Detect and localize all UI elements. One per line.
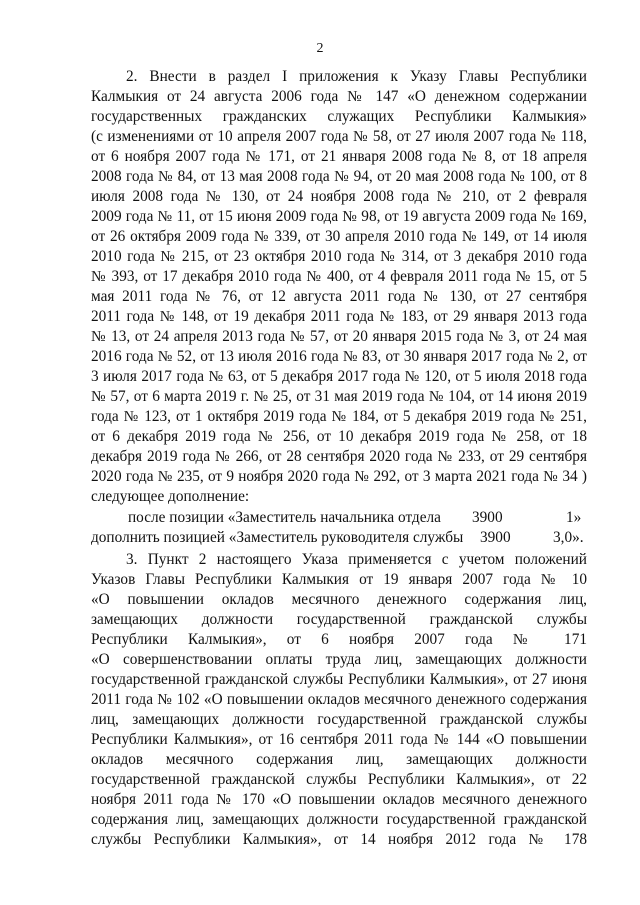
- paragraph-2-line: июля 2008 года № 130, от 24 ноября 2008 года № 210, от 2 февраля: [91, 188, 587, 205]
- paragraph-2-line: от 6 декабря 2019 года № 256, от 10 декабря 2019 года № 258, от 18: [91, 428, 587, 445]
- paragraph-2-line: государственных гражданских служащих Республики Калмыкия»: [91, 108, 587, 125]
- paragraph-2-line: декабря 2019 года № 266, от 28 сентября 2020 года № 233, от 29 сентября: [91, 448, 587, 465]
- paragraph-3-line: «О повышении окладов месячного денежного содержания лиц,: [91, 591, 587, 608]
- position-add-salary: 3900: [480, 529, 511, 546]
- paragraph-2-line: № 13, от 24 апреля 2013 года № 57, от 20 января 2015 года № 3, от 24 мая: [91, 328, 587, 345]
- paragraph-2-line: от 26 октября 2009 года № 339, от 30 апреля 2010 года № 149, от 14 июля: [91, 228, 587, 245]
- position-add-coefficient: 3,0».: [553, 529, 584, 546]
- paragraph-2-line: от 6 ноября 2007 года № 171, от 21 января 2008 года № 8, от 18 апреля: [91, 148, 587, 165]
- paragraph-2-line: 2016 года № 52, от 13 июля 2016 года № 83, от 30 января 2017 года № 2, от: [91, 348, 587, 365]
- paragraph-3-line: государственной гражданской службы Республики Калмыкия», от 22: [91, 771, 587, 788]
- paragraph-2-line: 2010 года № 215, от 23 октября 2010 года № 314, от 3 декабря 2010 года: [91, 248, 587, 265]
- paragraph-3-line: государственной гражданской службы Республики Калмыкия», от 27 июня: [91, 671, 587, 688]
- paragraph-2-line: 2011 года № 148, от 19 декабря 2011 года № 183, от 29 января 2013 года: [91, 308, 587, 325]
- paragraph-3-line: замещающих должности государственной гражданской службы: [91, 611, 587, 628]
- position-after-text: после позиции «Заместитель начальника отдела: [128, 509, 441, 526]
- paragraph-3-line: «О совершенствовании оплаты труда лиц, замещающих должности: [91, 651, 587, 668]
- paragraph-3-line: лиц, замещающих должности государственной гражданской службы: [91, 711, 587, 728]
- paragraph-2-line: 3 июля 2017 года № 63, от 5 декабря 2017 года № 120, от 5 июля 2018 года: [91, 368, 587, 385]
- paragraph-3-line: Указов Главы Республики Калмыкия от 19 января 2007 года № 10: [91, 571, 587, 588]
- paragraph-3-line: Республики Калмыкия», от 6 ноября 2007 года № 171: [91, 631, 587, 648]
- paragraph-2-line: 2008 года № 84, от 13 мая 2008 года № 94, от 20 мая 2008 года № 100, от 8: [91, 168, 587, 185]
- paragraph-3-line: Республики Калмыкия», от 16 сентября 2011 года № 144 «О повышении: [91, 731, 587, 748]
- paragraph-2-line: Калмыкия от 24 августа 2006 года № 147 «О денежном содержании: [91, 88, 587, 105]
- paragraph-2-line: № 393, от 17 декабря 2010 года № 400, от 4 февраля 2011 года № 15, от 5: [91, 268, 587, 285]
- position-add-row: [91, 527, 587, 548]
- page-number: 2: [316, 41, 324, 56]
- paragraph-3-line: службы Республики Калмыкия», от 14 ноября 2012 года № 178: [91, 831, 587, 848]
- paragraph-2-line: года № 123, от 1 октября 2019 года № 184, от 5 декабря 2019 года № 251,: [91, 408, 587, 425]
- position-after-row: [128, 507, 588, 528]
- paragraph-3-line: 2011 года № 102 «О повышении окладов месячного денежного содержания: [91, 691, 587, 708]
- paragraph-2-line: следующее дополнение:: [91, 488, 250, 505]
- paragraph-2-line: № 57, от 6 марта 2019 г. № 25, от 31 мая 2019 года № 104, от 14 июня 2019: [91, 388, 587, 405]
- position-after-coefficient: 1»: [566, 509, 582, 526]
- paragraph-2-line: 2009 года № 11, от 15 июня 2009 года № 98, от 19 августа 2009 года № 169,: [91, 208, 587, 225]
- position-add-text: дополнить позицией «Заместитель руководителя службы: [91, 529, 464, 546]
- paragraph-2-line: (с изменениями от 10 апреля 2007 года № 58, от 27 июля 2007 года № 118,: [91, 128, 587, 145]
- paragraph-3-line: окладов месячного содержания лиц, замещающих должности: [91, 751, 587, 768]
- paragraph-3-line: ноября 2011 года № 170 «О повышении окладов месячного денежного: [91, 791, 587, 808]
- paragraph-3-line: 3. Пункт 2 настоящего Указа применяется с учетом положений: [126, 551, 587, 568]
- position-after-salary: 3900: [472, 509, 503, 526]
- paragraph-2-line: мая 2011 года № 76, от 12 августа 2011 года № 130, от 27 сентября: [91, 288, 587, 305]
- paragraph-2-line: 2020 года № 235, от 9 ноября 2020 года № 292, от 3 марта 2021 года № 34 ): [91, 468, 587, 485]
- paragraph-2-line: 2. Внести в раздел I приложения к Указу Главы Республики: [126, 68, 587, 85]
- paragraph-3-line: содержания лиц, замещающих должности государственной гражданской: [91, 811, 587, 828]
